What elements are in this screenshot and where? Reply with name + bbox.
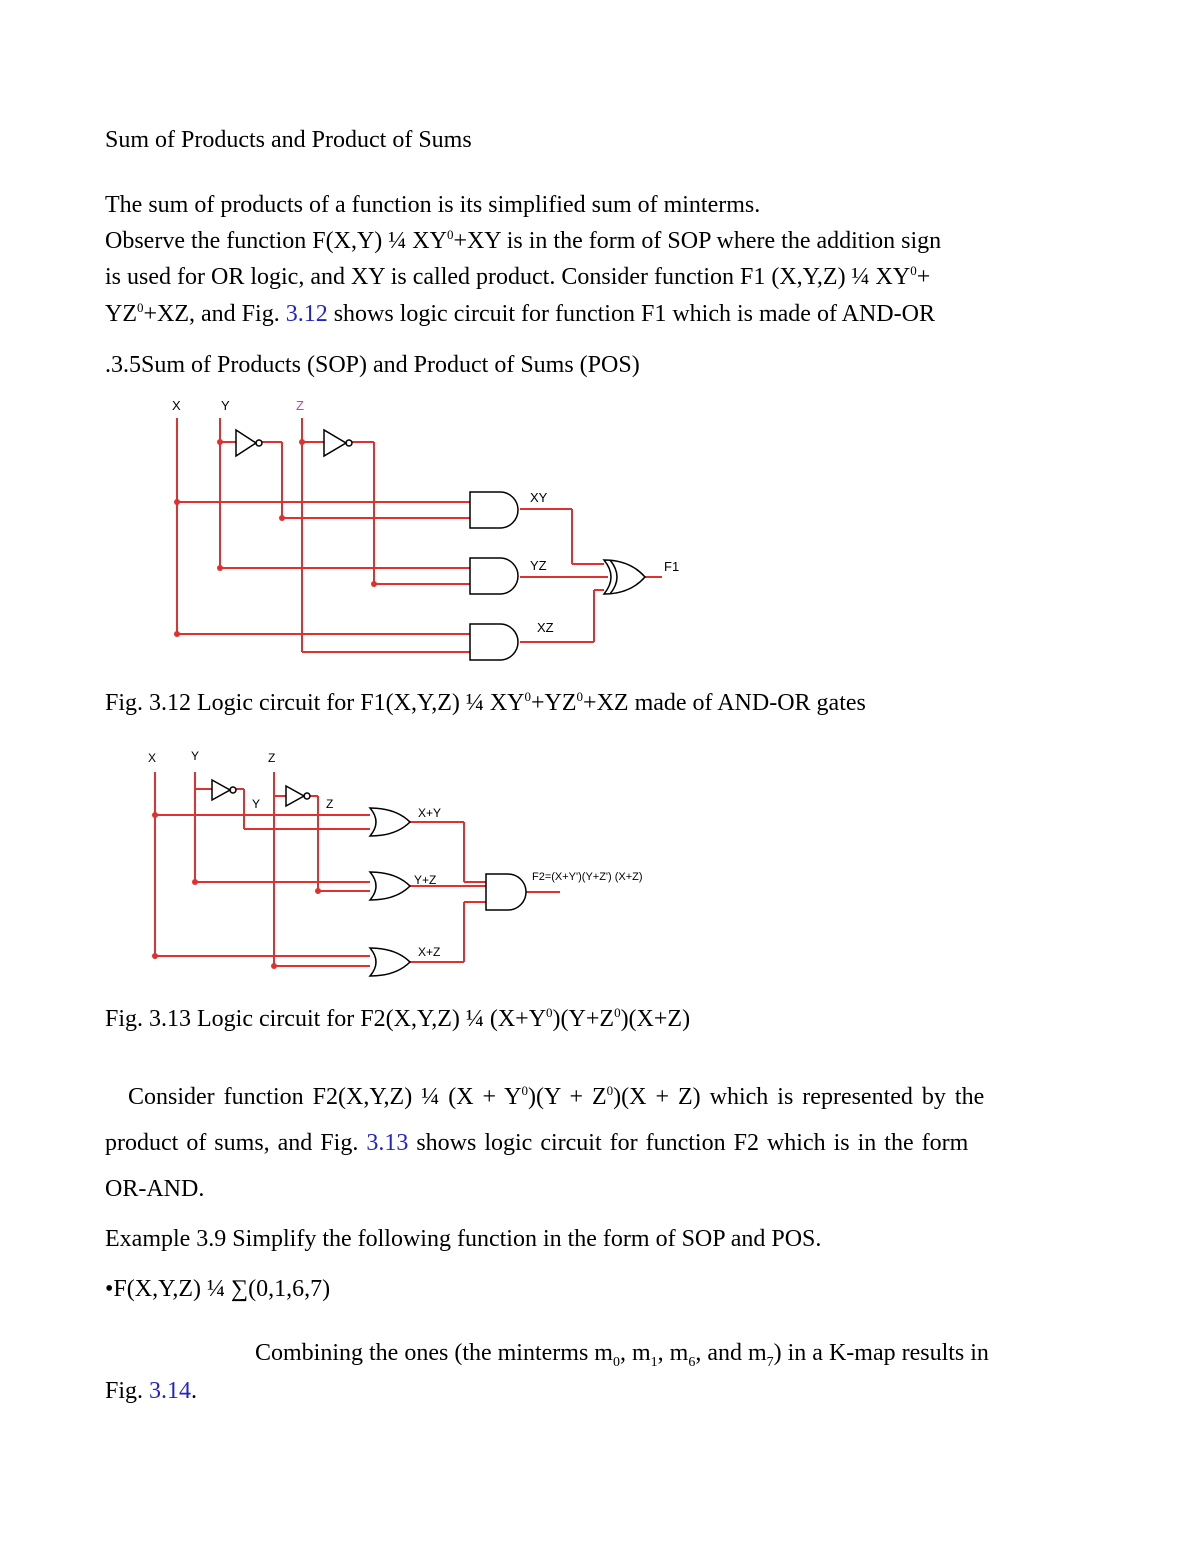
example-heading bbox=[105, 1224, 821, 1254]
intro-line-4-a: YZ bbox=[105, 301, 137, 327]
fig2-label-x-plus-z: X+Z bbox=[418, 945, 441, 959]
fig2-label-y-plus-z: Y+Z bbox=[414, 873, 437, 887]
gates bbox=[236, 430, 645, 660]
prime-superscript: 0 bbox=[524, 689, 532, 704]
fig2-input-x: X bbox=[148, 751, 157, 765]
intro-line-4-c: shows logic circuit for function F1 which is made of AND-OR bbox=[327, 301, 935, 327]
intro-line-4-b: +XZ, and Fig. bbox=[143, 301, 286, 327]
prime-superscript: 0 bbox=[446, 227, 454, 242]
example-function-text: •F(X,Y,Z) ¼ ∑(0,1,6,7) bbox=[105, 1276, 331, 1302]
junction-dots bbox=[152, 812, 321, 969]
fig-3-14-link[interactable]: 3.14 bbox=[149, 1378, 192, 1404]
consider-line-1-b: )(Y + Z bbox=[528, 1084, 607, 1110]
consider-line-1-c: )(X + Z) which is represented by the bbox=[613, 1084, 985, 1110]
prime-superscript: 0 bbox=[576, 689, 584, 704]
subscript-7: 7 bbox=[766, 1354, 774, 1370]
fig1-label-xy: XY bbox=[530, 490, 548, 505]
fig2-caption-b: )(Y+Z bbox=[552, 1006, 615, 1032]
fig1-caption-c: +XZ made of AND-OR gates bbox=[583, 690, 866, 716]
fig-3-12-link[interactable]: 3.12 bbox=[285, 301, 328, 327]
example-function bbox=[105, 1274, 330, 1304]
figure-3-13-circuit bbox=[140, 745, 660, 985]
wires bbox=[177, 418, 662, 652]
fig1-label-yz: YZ bbox=[530, 558, 547, 573]
not-gate-y bbox=[236, 430, 256, 456]
intro-line-3-text: is used for OR logic, and XY is called product. Consider function F1 (X,Y,Z) ¼ XY bbox=[105, 264, 911, 290]
prime-superscript: 0 bbox=[521, 1083, 529, 1098]
intro-line-2-b: +XY is in the form of SOP where the addition sign bbox=[453, 228, 942, 254]
fig2-input-z: Z bbox=[268, 751, 276, 765]
intro-line-2-a: Observe the function F(X,Y) ¼ XY bbox=[105, 228, 447, 254]
fig1-label-xz: XZ bbox=[537, 620, 554, 635]
fig2-label-x-plus-y: X+Y bbox=[418, 806, 442, 820]
prime-superscript: 0 bbox=[137, 300, 144, 315]
fig1-input-x: X bbox=[172, 398, 181, 413]
page-title bbox=[105, 125, 472, 155]
and-gate-2 bbox=[470, 558, 518, 594]
subscript-6: 6 bbox=[688, 1354, 696, 1370]
prime-superscript: 0 bbox=[614, 1005, 621, 1020]
fig-3-13-caption bbox=[105, 1004, 690, 1034]
junction-dots bbox=[174, 439, 377, 637]
fig2-label-f2: F2=(X+Y')(Y+Z') (X+Z) bbox=[532, 871, 643, 883]
intro-line-1 bbox=[105, 190, 760, 220]
or-gate-3 bbox=[370, 948, 410, 976]
intro-line-3-end: + bbox=[916, 264, 931, 290]
and-gate-1 bbox=[470, 492, 518, 528]
prime-superscript: 0 bbox=[910, 263, 917, 278]
combining-e: ) in a K-map results in bbox=[773, 1340, 989, 1366]
consider-line-1 bbox=[128, 1082, 984, 1112]
consider-line-3-text: OR-AND. bbox=[105, 1176, 205, 1202]
prime-superscript: 0 bbox=[546, 1005, 553, 1020]
intro-line-3 bbox=[105, 262, 930, 292]
or-gate-2 bbox=[370, 872, 410, 900]
combining-c: , m bbox=[657, 1340, 689, 1366]
fig314-a: Fig. bbox=[105, 1378, 150, 1404]
subscript-0: 0 bbox=[612, 1354, 620, 1370]
combining-a: Combining the ones (the minterms m bbox=[255, 1340, 613, 1366]
fig1-label-f1: F1 bbox=[664, 559, 680, 574]
consider-line-2 bbox=[105, 1128, 968, 1158]
fig2-label-y-not: Y bbox=[252, 797, 261, 811]
intro-line-1-text: The sum of products of a function is its simplified sum of minterms. bbox=[105, 192, 761, 218]
fig1-input-z: Z bbox=[296, 398, 304, 413]
fig-3-13-link[interactable]: 3.13 bbox=[366, 1130, 409, 1156]
and-gate-3 bbox=[470, 624, 518, 660]
combining-line bbox=[255, 1338, 989, 1368]
example-heading-text: Example 3.9 Simplify the following function in the form of SOP and POS. bbox=[105, 1226, 822, 1252]
or-gate-1 bbox=[370, 808, 410, 836]
combining-b: , m bbox=[619, 1340, 651, 1366]
figure-3-12-circuit bbox=[160, 395, 860, 665]
fig-3-14-reference bbox=[105, 1376, 197, 1406]
consider-line-2-a: product of sums, and Fig. bbox=[105, 1130, 367, 1156]
intro-line-2 bbox=[105, 226, 941, 256]
not-gate-z bbox=[324, 430, 346, 456]
intro-line-4 bbox=[105, 299, 935, 329]
fig1-caption-a: Fig. 3.12 Logic circuit for F1(X,Y,Z) ¼ XY bbox=[105, 690, 525, 716]
fig2-caption-c: )(X+Z) bbox=[620, 1006, 691, 1032]
fig1-input-y: Y bbox=[221, 398, 230, 413]
and-gate bbox=[486, 874, 526, 910]
fig2-label-z-not: Z bbox=[326, 797, 334, 811]
wires bbox=[155, 772, 560, 966]
prime-superscript: 0 bbox=[606, 1083, 614, 1098]
combining-d: , and m bbox=[695, 1340, 767, 1366]
fig2-caption-a: Fig. 3.13 Logic circuit for F2(X,Y,Z) ¼ (X+Y bbox=[105, 1006, 547, 1032]
fig2-input-y: Y bbox=[191, 749, 200, 763]
section-heading-text: .3.5Sum of Products (SOP) and Product of Sums (POS) bbox=[105, 352, 640, 378]
fig-3-12-caption bbox=[105, 688, 866, 718]
title-text: Sum of Products and Product of Sums bbox=[105, 127, 472, 153]
subscript-1: 1 bbox=[650, 1354, 658, 1370]
section-heading bbox=[105, 350, 640, 380]
consider-line-2-b: shows logic circuit for function F2 which is in the form bbox=[408, 1130, 969, 1156]
not-gate-y bbox=[212, 780, 230, 800]
fig314-b: . bbox=[191, 1378, 198, 1404]
consider-line-1-a: Consider function F2(X,Y,Z) ¼ (X + Y bbox=[128, 1084, 522, 1110]
consider-line-3 bbox=[105, 1174, 204, 1204]
not-gate-z bbox=[286, 786, 304, 806]
fig1-caption-b: +YZ bbox=[531, 690, 577, 716]
or-gate bbox=[604, 560, 645, 594]
